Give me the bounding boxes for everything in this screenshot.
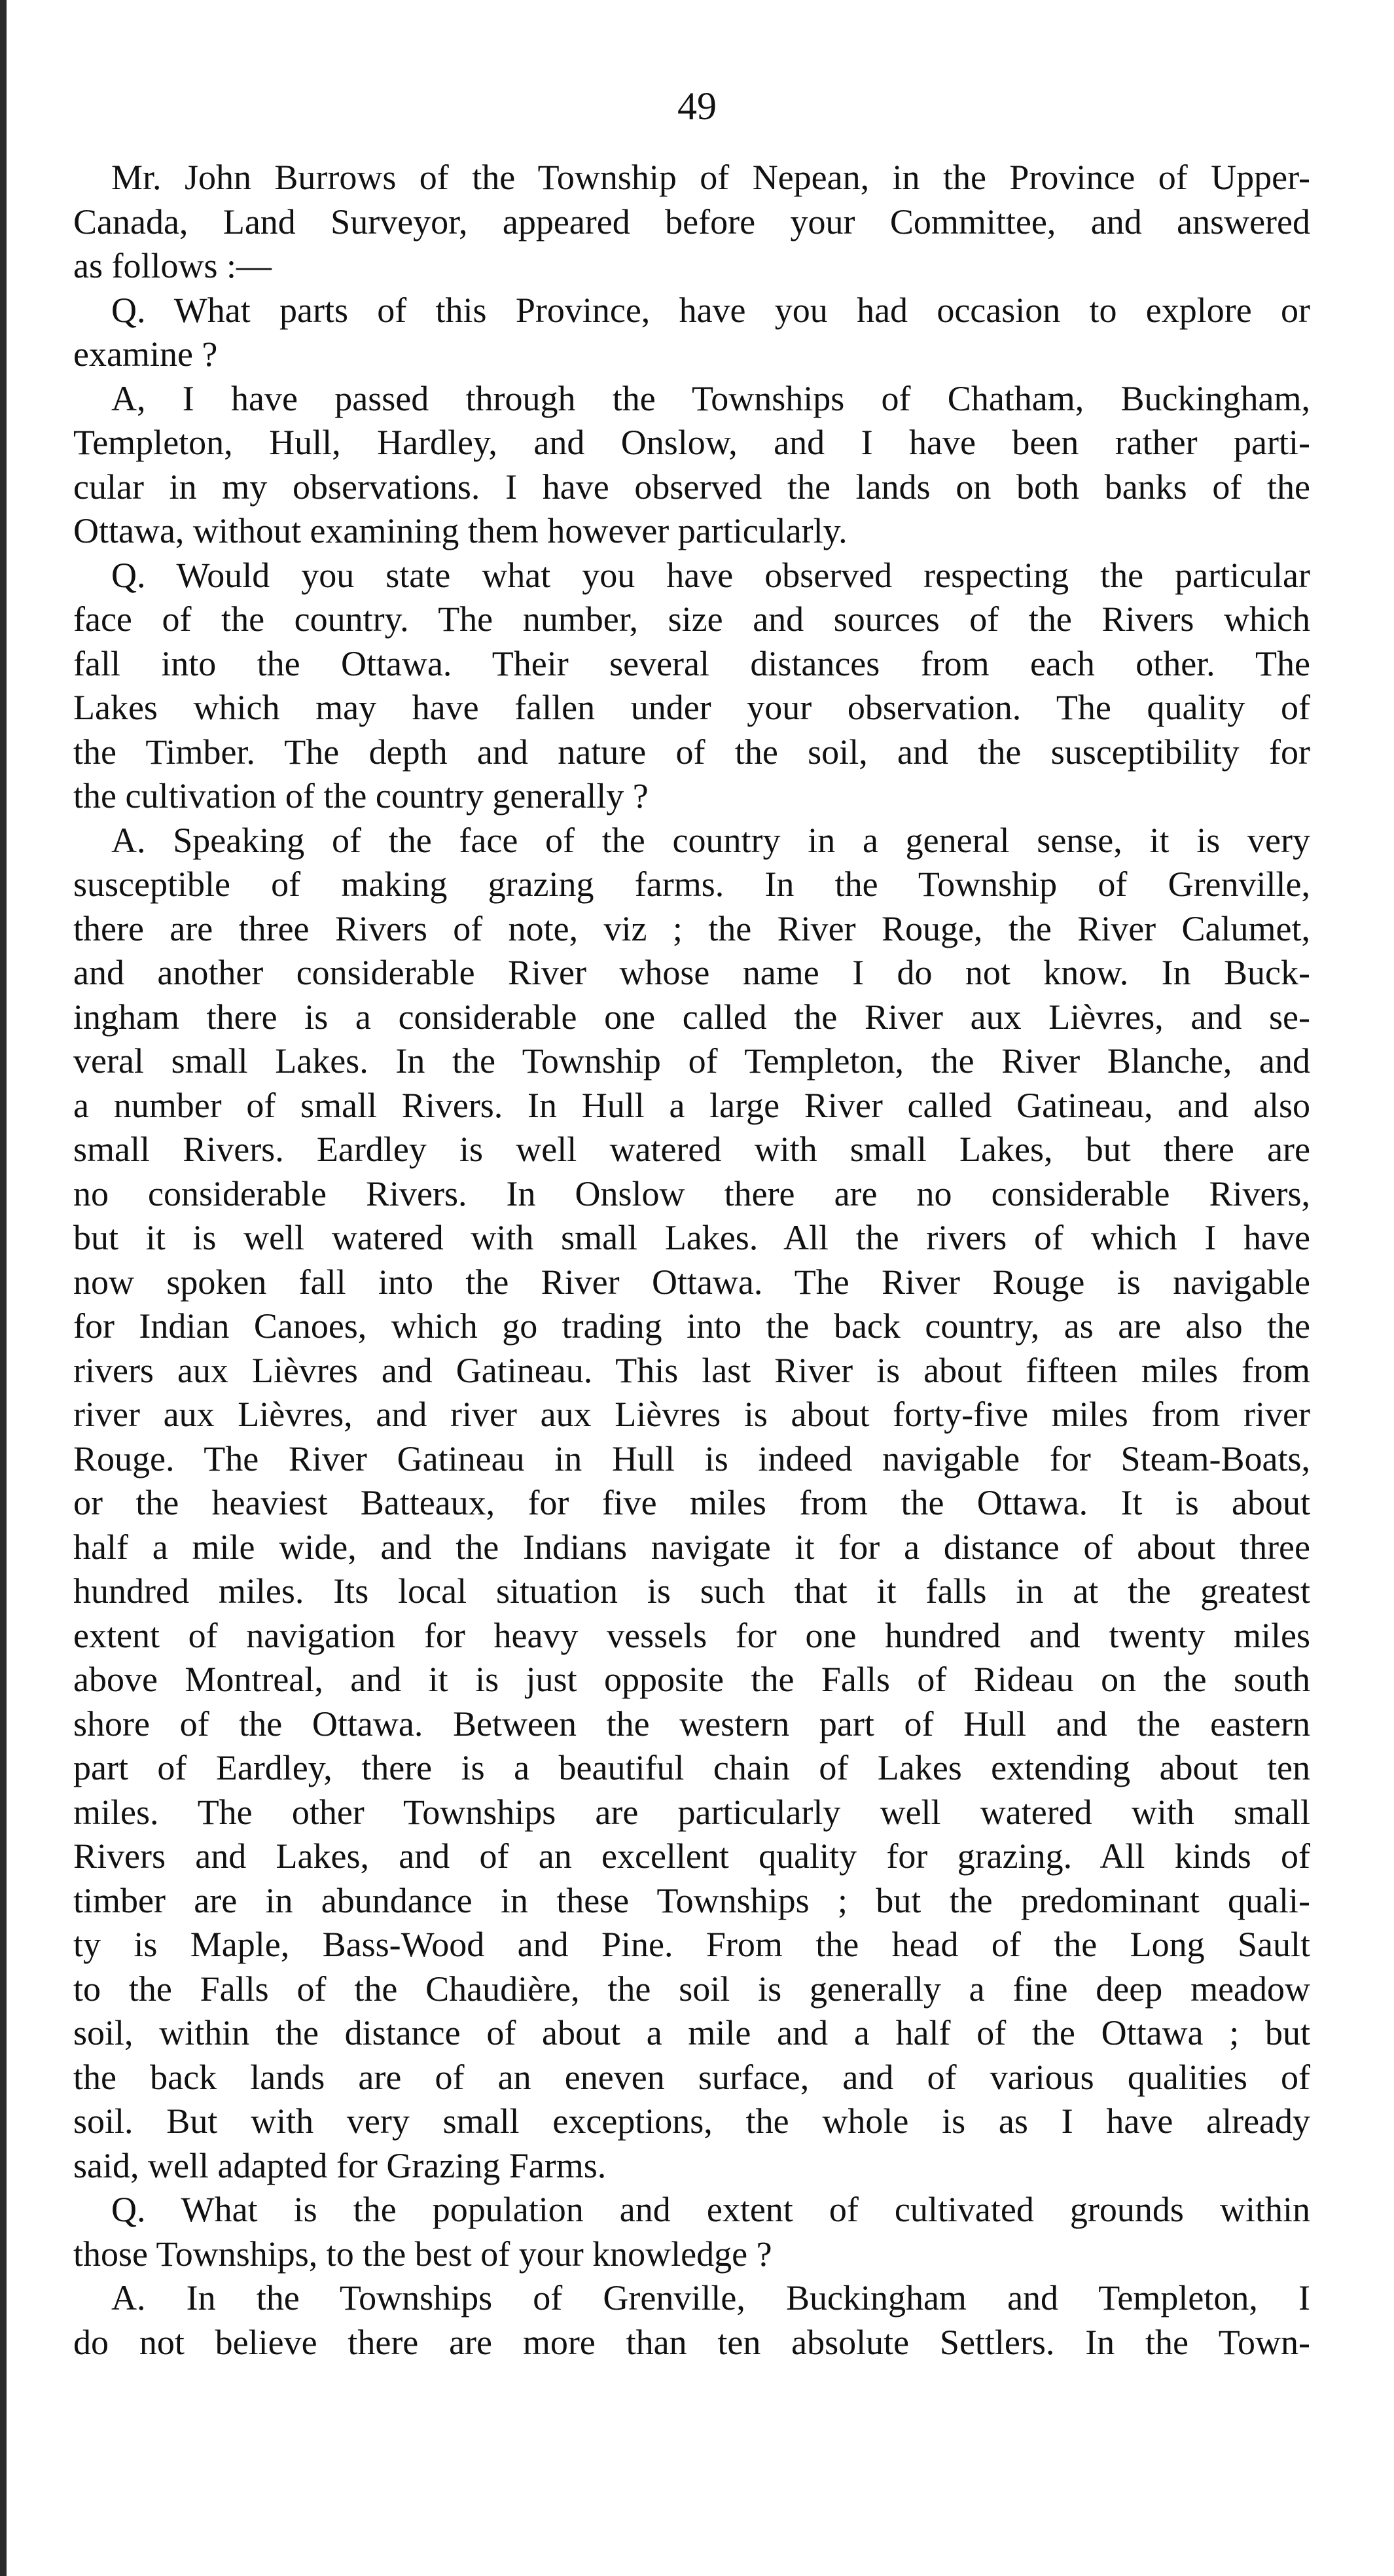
- text-line: susceptible of making grazing farms. In the Township of Grenville,: [73, 865, 1310, 904]
- text-line: A. In the Townships of Grenville, Buckingham and Templeton, I: [111, 2278, 1310, 2317]
- scan-edge: [0, 0, 7, 2576]
- text-line: soil. But with very small exceptions, the whole is as I have already: [73, 2102, 1310, 2141]
- text-line: face of the country. The number, size and sources of the Rivers which: [73, 599, 1310, 639]
- text-line: there are three Rivers of note, viz ; the River Rouge, the River Calumet,: [73, 908, 1310, 948]
- text-line: Lakes which may have fallen under your observation. The quality of: [73, 688, 1310, 727]
- text-line: Canada, Land Surveyor, appeared before your Committee, and answered: [73, 202, 1310, 241]
- text-line: fall into the Ottawa. Their several distances from each other. The: [73, 643, 1310, 683]
- text-line: ingham there is a considerable one called the River aux Lièvres, and se-: [73, 997, 1310, 1037]
- text-line: and another considerable River whose name I do not know. In Buck-: [73, 953, 1310, 992]
- text-line: now spoken fall into the River Ottawa. The River Rouge is navigable: [73, 1262, 1310, 1302]
- text-line: river aux Lièvres, and river aux Lièvres is about forty-five miles from river: [73, 1395, 1310, 1434]
- text-line: or the heaviest Batteaux, for five miles from the Ottawa. It is about: [73, 1483, 1310, 1522]
- text-line: cular in my observations. I have observed the lands on both banks of the: [73, 467, 1310, 507]
- text-line: miles. The other Townships are particularly well watered with small: [73, 1792, 1310, 1832]
- text-line: the cultivation of the country generally ?: [73, 776, 649, 815]
- text-line: A, I have passed through the Townships of Chatham, Buckingham,: [111, 378, 1310, 418]
- text-line: to the Falls of the Chaudière, the soil is generally a fine deep meadow: [73, 1969, 1310, 2009]
- text-line: Templeton, Hull, Hardley, and Onslow, and I have been rather parti-: [73, 423, 1310, 462]
- text-line: Mr. John Burrows of the Township of Nepean, in the Province of Upper-: [111, 158, 1310, 197]
- text-line: hundred miles. Its local situation is such that it falls in at the greatest: [73, 1571, 1310, 1611]
- body-text: [73, 156, 1310, 2365]
- text-line: Q. What parts of this Province, have you had occasion to explore or: [111, 290, 1310, 330]
- text-line: soil, within the distance of about a mile and a half of the Ottawa ; but: [73, 2013, 1310, 2052]
- text-line: Q. Would you state what you have observed respecting the particular: [111, 555, 1310, 595]
- text-line: extent of navigation for heavy vessels for one hundred and twenty miles: [73, 1615, 1310, 1655]
- text-line: ty is Maple, Bass-Wood and Pine. From the head of the Long Sault: [73, 1925, 1310, 1964]
- text-line: a number of small Rivers. In Hull a large River called Gatineau, and also: [73, 1085, 1310, 1125]
- text-line: rivers aux Lièvres and Gatineau. This last River is about fifteen miles from: [73, 1350, 1310, 1390]
- text-line: Rivers and Lakes, and of an excellent quality for grazing. All kinds of: [73, 1836, 1310, 1876]
- text-line: but it is well watered with small Lakes. All the rivers of which I have: [73, 1218, 1310, 1257]
- text-line: shore of the Ottawa. Between the western part of Hull and the eastern: [73, 1704, 1310, 1744]
- text-line: those Townships, to the best of your knowledge ?: [73, 2234, 772, 2274]
- text-line: above Montreal, and it is just opposite the Falls of Rideau on the south: [73, 1660, 1310, 1699]
- text-line: said, well adapted for Grazing Farms.: [73, 2145, 607, 2185]
- text-line: as follows :—: [73, 246, 272, 285]
- text-line: A. Speaking of the face of the country in a general sense, it is very: [111, 820, 1310, 860]
- text-line: no considerable Rivers. In Onslow there are no considerable Rivers,: [73, 1173, 1310, 1213]
- text-line: the Timber. The depth and nature of the soil, and the susceptibility for: [73, 732, 1310, 772]
- text-line: timber are in abundance in these Townships ; but the predominant quali-: [73, 1880, 1310, 1920]
- text-line: half a mile wide, and the Indians navigate it for a distance of about three: [73, 1527, 1310, 1567]
- page-number: 49: [677, 84, 717, 128]
- text-line: veral small Lakes. In the Township of Templeton, the River Blanche, and: [73, 1041, 1310, 1081]
- text-line: Q. What is the population and extent of cultivated grounds within: [111, 2190, 1310, 2229]
- text-line: examine ?: [73, 334, 218, 374]
- text-line: Rouge. The River Gatineau in Hull is indeed navigable for Steam-Boats,: [73, 1439, 1310, 1478]
- text-line: part of Eardley, there is a beautiful chain of Lakes extending about ten: [73, 1748, 1310, 1787]
- text-line: for Indian Canoes, which go trading into the back country, as are also the: [73, 1306, 1310, 1346]
- text-line: do not believe there are more than ten absolute Settlers. In the Town-: [73, 2322, 1310, 2362]
- text-line: the back lands are of an eneven surface, and of various qualities of: [73, 2057, 1310, 2097]
- text-line: Ottawa, without examining them however particularly.: [73, 511, 848, 550]
- text-line: small Rivers. Eardley is well watered with small Lakes, but there are: [73, 1130, 1310, 1169]
